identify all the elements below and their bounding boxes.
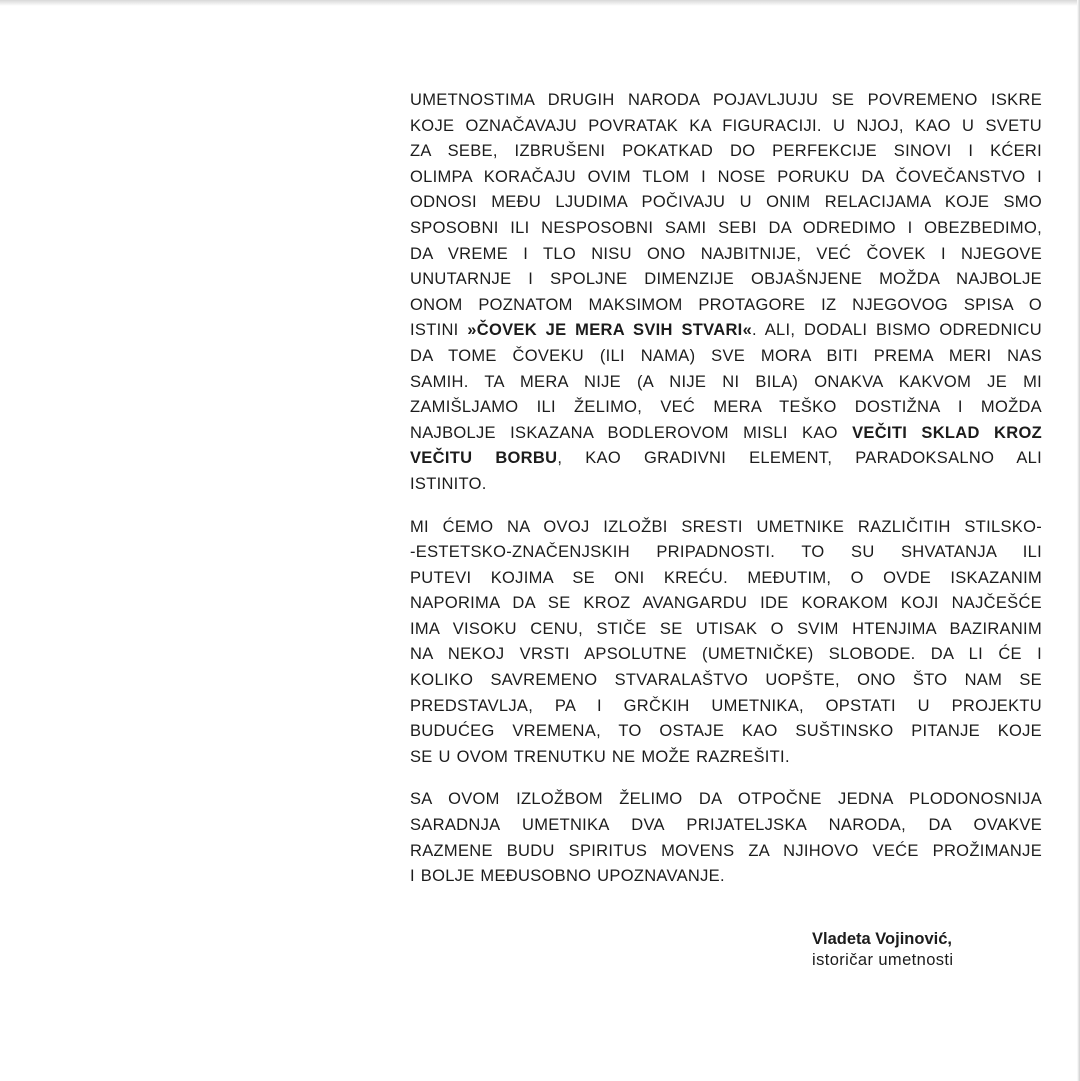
- text-line: KOJE OZNAČAVAJU POVRATAK KA FIGURACIJI. U NJOJ, KAO U SVETU: [410, 116, 1042, 135]
- text-line: SA OVOM IZLOŽBOM ŽELIMO DA OTPOČNE JEDNA PLODONOSNIJA: [410, 790, 1042, 809]
- quote-emphasis: »ČOVEK JE MERA SVIH STVARI«: [467, 321, 753, 340]
- text-line: KOLIKO SAVREMENO STVARALAŠTVO UOPŠTE, ONO ŠTO NAM SE: [410, 671, 1042, 690]
- text-line: PREDSTAVLJA, PA I GRČKIH UMETNIKA, OPSTATI U PROJEKTU: [410, 696, 1042, 715]
- quote-emphasis: VEČITI SKLAD KROZ: [852, 423, 1042, 442]
- text-line: UMETNOSTIMA DRUGIH NARODA POJAVLJUJU SE POVREMENO ISKRE: [410, 91, 1042, 109]
- text-line: ISTINITO.: [410, 474, 487, 493]
- text-line: ODNOSI MEĐU LJUDIMA POČIVAJU U ONIM RELACIJAMA KOJE SMO: [410, 193, 1042, 212]
- text-line: ONOM POZNATOM MAKSIMOM PROTAGORE IZ NJEGOVOG SPISA O: [410, 295, 1042, 314]
- text-line: ZA SEBE, IZBRUŠENI POKATKAD DO PERFEKCIJE SINOVI I KĆERI: [410, 142, 1042, 161]
- text-line: VEČITU BORBU, KAO GRADIVNI ELEMENT, PARADOKSALNO ALI: [410, 449, 1042, 468]
- scan-edge-top: [0, 0, 1080, 6]
- text-line: PUTEVI KOJIMA SE ONI KREĆU. MEĐUTIM, O OVDE ISKAZANIM: [410, 568, 1042, 587]
- text-line: SE U OVOM TRENUTKU NE MOŽE RAZREŠITI.: [410, 747, 790, 766]
- text-line: I BOLJE MEĐUSOBNO UPOZNAVANJE.: [410, 867, 725, 886]
- text-line: IMA VISOKU CENU, STIČE SE UTISAK O SVIM HTENJIMA BAZIRANIM: [410, 619, 1042, 638]
- text-line: ZAMIŠLJAMO ILI ŽELIMO, VEĆ MERA TEŠKO DOSTIŽNA I MOŽDA: [410, 398, 1042, 417]
- body-text: [410, 88, 1042, 890]
- quote-emphasis: VEČITU BORBU: [410, 449, 558, 468]
- paragraph-3: [410, 787, 1042, 889]
- author-role: istoričar umetnosti: [812, 951, 954, 969]
- paragraph-2: [410, 515, 1042, 771]
- text-line: OLIMPA KORAČAJU OVIM TLOM I NOSE PORUKU DA ČOVEČANSTVO I: [410, 167, 1042, 186]
- text-line: NAPORIMA DA SE KROZ AVANGARDU IDE KORAKOM KOJI NAJČEŠĆE: [410, 594, 1042, 613]
- text-line: SAMIH. TA MERA NIJE (A NIJE NI BILA) ONAKVA KAKVOM JE MI: [410, 372, 1042, 391]
- text-line: MI ĆEMO NA OVOJ IZLOŽBI SRESTI UMETNIKE RAZLIČITIH STILSKO-: [410, 517, 1042, 536]
- text-line: SARADNJA UMETNIKA DVA PRIJATELJSKA NARODA, DA OVAKVE: [410, 816, 1042, 835]
- signature: [812, 929, 1032, 971]
- text-line: ISTINI »ČOVEK JE MERA SVIH STVARI«. ALI, DODALI BISMO ODREDNICU: [410, 321, 1042, 340]
- text-line: BUDUĆEG VREMENA, TO OSTAJE KAO SUŠTINSKO PITANJE KOJE: [410, 722, 1042, 741]
- text-line: UNUTARNJE I SPOLJNE DIMENZIJE OBJAŠNJENE MOŽDA NAJBOLJE: [410, 270, 1042, 289]
- text-line: SPOSOBNI ILI NESPOSOBNI SAMI SEBI DA ODREDIMO I OBEZBEDIMO,: [410, 218, 1042, 237]
- text-line: NAJBOLJE ISKAZANA BODLEROVOM MISLI KAO VEČITI SKLAD KROZ: [410, 423, 1042, 442]
- text-line: RAZMENE BUDU SPIRITUS MOVENS ZA NJIHOVO VEĆE PROŽIMANJE: [410, 841, 1042, 860]
- text-line: DA VREME I TLO NISU ONO NAJBITNIJE, VEĆ ČOVEK I NJEGOVE: [410, 244, 1042, 263]
- author-name: Vladeta Vojinović,: [812, 930, 952, 948]
- paragraph-1: [410, 88, 1042, 498]
- text-line: -ESTETSKO-ZNAČENJSKIH PRIPADNOSTI. TO SU SHVATANJA ILI: [410, 543, 1042, 562]
- text-line: NA NEKOJ VRSTI APSOLUTNE (UMETNIČKE) SLOBODE. DA LI ĆE I: [410, 645, 1042, 664]
- text-line: DA TOME ČOVEKU (ILI NAMA) SVE MORA BITI PREMA MERI NAS: [410, 346, 1042, 365]
